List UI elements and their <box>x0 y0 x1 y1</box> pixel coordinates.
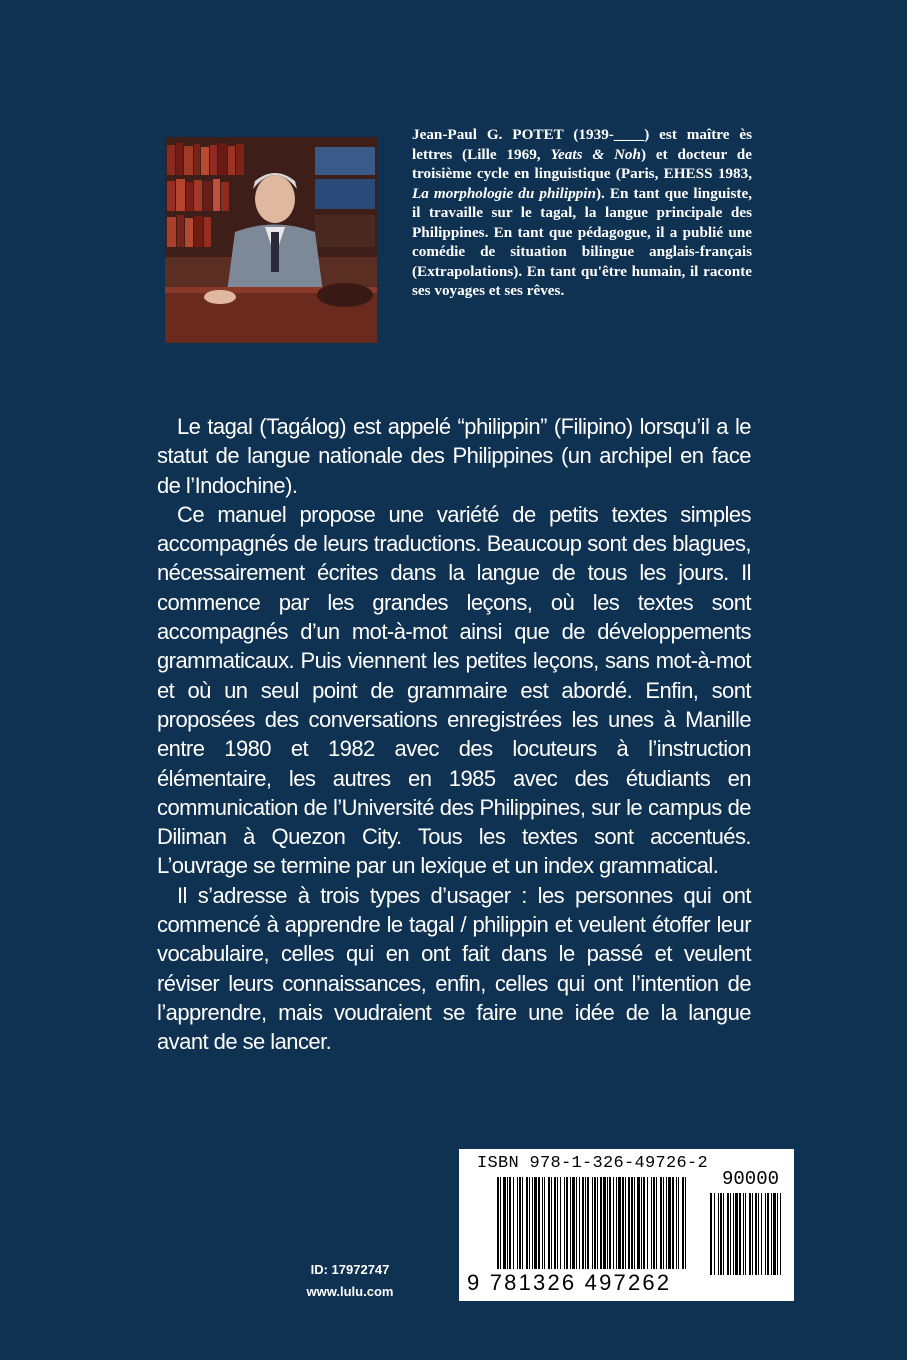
bio-title-1: Yeats & Noh <box>550 145 641 163</box>
bio-title-2: La morphologie du philippin <box>412 184 596 202</box>
isbn-label: ISBN 978-1-326-49726-2 <box>477 1154 709 1173</box>
ean-digits: 9 781326 497262 <box>467 1270 672 1295</box>
author-bio <box>412 125 752 301</box>
description-paragraph: Ce manuel propose une variété de petits textes simples accompagnés de leurs traductions. Beaucoup sont des blagues, nécessairement écrites dans la langue de tous les jours. Il commence par les grandes leçons, où les textes sont accompagnés d’un mot-à-mot ainsi que de développements grammaticaux. Puis viennent les petites leçons, sans mot-à-mot et où un seul point de grammaire est abordé. Enfin, sont proposées des conversations enregistrées les unes à Manille entre 1980 et 1982 avec des locuteurs à l’instruction élémentaire, les autres en 1985 avec des étudiants en communication de l’Université des Philippines, sur le campus de Diliman à Quezon City. Tous les textes sont accentués. L’ouvrage se termine par un lexique et un index grammatical. <box>157 501 751 879</box>
description-paragraph: Il s’adresse à trois types d’usager : les personnes qui ont commencé à apprendre le tagal / philippin et veulent étoffer leur vocabulaire, celles qui en ont fait dans le passé et veulent réviser leurs connaissances, enfin, celles qui ont l’intention de l’apprendre, mais voudraient se faire une idée de la langue avant de se lancer. <box>157 882 751 1055</box>
publisher-id: ID: 17972747 <box>310 1262 390 1277</box>
publisher-site: www.lulu.com <box>306 1284 394 1299</box>
bio-text-2: ) et docteur de troisième cycle en linguistique (Paris, EHESS 1983, <box>412 145 752 182</box>
book-description <box>157 412 751 1057</box>
description-paragraph: Le tagal (Tagálog) est appelé “philippin” (Filipino) lorsqu’il a le statut de langue nationale des Philippines (un archipel en face de l’Indochine). <box>157 414 751 498</box>
price-code: 90000 <box>722 1168 780 1190</box>
bio-text-1: Jean-Paul G. POTET (1939-____) est maître ès lettres (Lille 1969, <box>412 126 752 163</box>
author-photo <box>165 137 377 343</box>
bio-text-3: ). En tant que linguiste, il travaille sur le tagal, la langue principale des Philippines. En tant que pédagogue, il a publié une comédie de situation bilingue anglais-français (Extrapolations). En tant qu'être humain, il raconte ses voyages et ses rêves. <box>412 184 752 299</box>
